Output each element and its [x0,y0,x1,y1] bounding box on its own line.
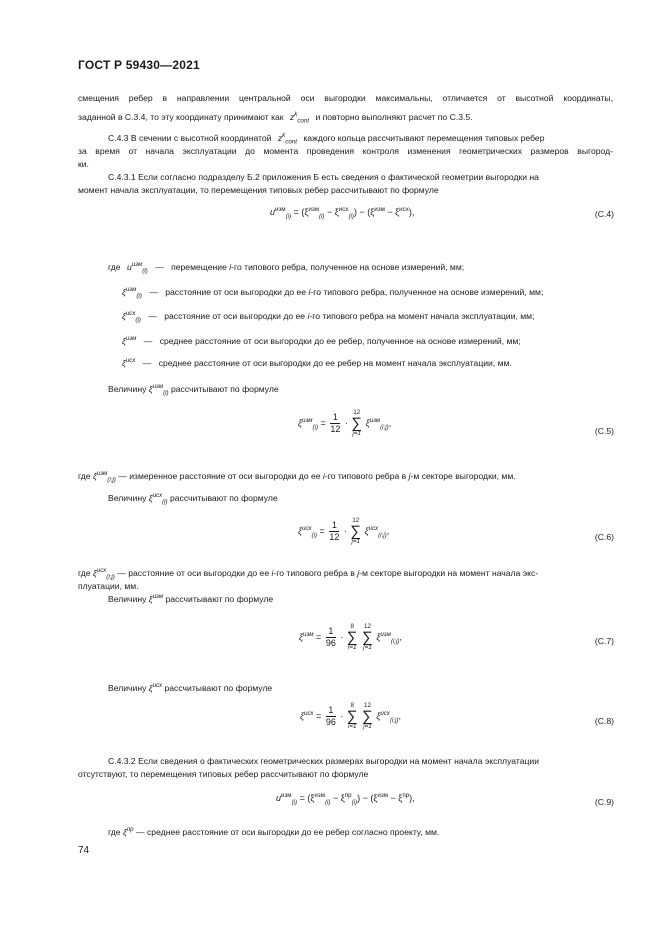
paragraph-line: за время от начала эксплуатации до момента проведения контроля изменения геометрических размеров выгород- [78,146,613,156]
paragraph-line: Величину $\xi^{исх}$ рассчитывают по формуле [108,682,273,693]
formula-c7: $\xi^{изм}$ = $\frac{1}{96}$ · 8 ∑ i=1 12 ∑ j=1 $\xi^{изм}_{(i;j)}$, [299,623,402,652]
paragraph-line [108,132,545,145]
paragraph-line: Величину $\xi^{исх}_{(i)}$ рассчитывают по формуле [108,492,278,506]
math-z-cont: $z^k_{cont}$ [277,132,297,146]
formula-c6: $\xi^{исх}_{(i)}$ = $\frac{1}{12}$ · 12 ∑ j=1 $\xi^{исх}_{(i;j)}$, [298,517,390,546]
paragraph-line [78,111,473,124]
where-row: где $\xi^{изм}_{(i;j)}$ — измеренное расстояние от оси выгородки до ее i-го типового ребра в j-м секторе выгородки, мм. [78,470,516,484]
where-row: $\xi^{исх}_{(i)}$ — расстояние от оси выгородки до ее i-го типового ребра на момент начала эксплуатации, мм; [122,310,535,324]
text-run: и повторно выполняют расчет по С.3.5. [315,112,473,122]
where-row: $\xi^{изм}$ — среднее расстояние от оси выгородки до ее ребер, полученное на основе измерений, мм; [122,335,521,346]
paragraph-line: отсутствуют, то перемещения типовых ребер рассчитывают по формуле [78,769,369,779]
paragraph-line: Величину $\xi^{изм}$ рассчитывают по формуле [108,593,274,604]
where-row: $\xi^{изм}_{(i)}$ — расстояние от оси выгородки до ее i-го типового ребра, полученное на основе измерений, мм; [122,286,544,300]
equation-number: (С.9) [594,797,614,807]
where-row: $\xi^{исх}$ — среднее расстояние от оси выгородки до ее ребер на момент начала эксплуатации, мм. [122,357,512,368]
where-row: где $\xi^{пр}$ — среднее расстояние от оси выгородки до ее ребер согласно проекту, мм. [108,826,440,837]
where-row: где $u^{изм}_{(i)}$ — перемещение i-го типового ребра, полученное на основе измерений, мм; [108,261,465,275]
paragraph-line: момент начала эксплуатации, то перемещения типовых ребер рассчитывают по формуле [78,185,439,195]
text-run: заданной в С.3.4, то эту координату принимают как [78,112,284,122]
document-header: ГОСТ Р 59430—2021 [78,58,200,72]
formula-c9: $u^{изм}_{(i)} = (\xi^{изм}_{(i)} - \xi^{пр}_{(i)}) - (\xi^{изм} - \xi^{пр})$, [276,792,415,806]
equation-number: (С.8) [594,716,614,726]
page-number: 74 [78,845,90,856]
text-run: С.4.3 В сечении с высотной координатой [108,133,272,143]
math-z-cont: $z^k_{cont}$ [289,111,310,125]
formula-c4: $u^{изм}_{(i)} = (\xi^{изм}_{(i)} - \xi^{исх}_{(i)}) - (\xi^{изм} - \xi^{исх})$, [270,206,415,220]
paragraph-line: ки. [78,159,89,169]
where-row: где $\xi^{исх}_{(i;j)}$ — расстояние от оси выгородки до ее i-го типового ребра в j-м секторе выгородки на момент начала экс- [78,567,539,581]
paragraph-line: Величину $\xi^{изм}_{(i)}$ рассчитывают по формуле [108,383,279,397]
paragraph-line: С.4.3.1 Если согласно подразделу Б.2 приложения Б есть сведения о фактической геометрии выгородки на [108,172,539,182]
paragraph-line: смещения ребер в направлении центральной оси выгородки максимальны, отличается от высотной координаты, [78,93,613,103]
equation-number: (С.6) [594,532,614,542]
equation-number: (С.5) [594,426,614,436]
text-run: каждого кольца рассчитывают перемещения типовых ребер [303,133,545,143]
formula-c8: $\xi^{исх}$ = $\frac{1}{96}$ · 8 ∑ i=1 12 ∑ j=1 $\xi^{исх}_{(i;j)}$, [300,702,401,731]
where-row: плуатации, мм. [78,581,139,591]
formula-c5: $\xi^{изм}_{(i)}$ = $\frac{1}{12}$ · 12 ∑ j=1 $\xi^{изм}_{(i;j)}$, [298,409,392,438]
equation-number: (С.7) [594,636,614,646]
equation-number: (С.4) [594,209,614,219]
paragraph-line: С.4.3.2 Если сведения о фактических геометрических размерах выгородки на момент начала эксплуатации [108,756,539,766]
